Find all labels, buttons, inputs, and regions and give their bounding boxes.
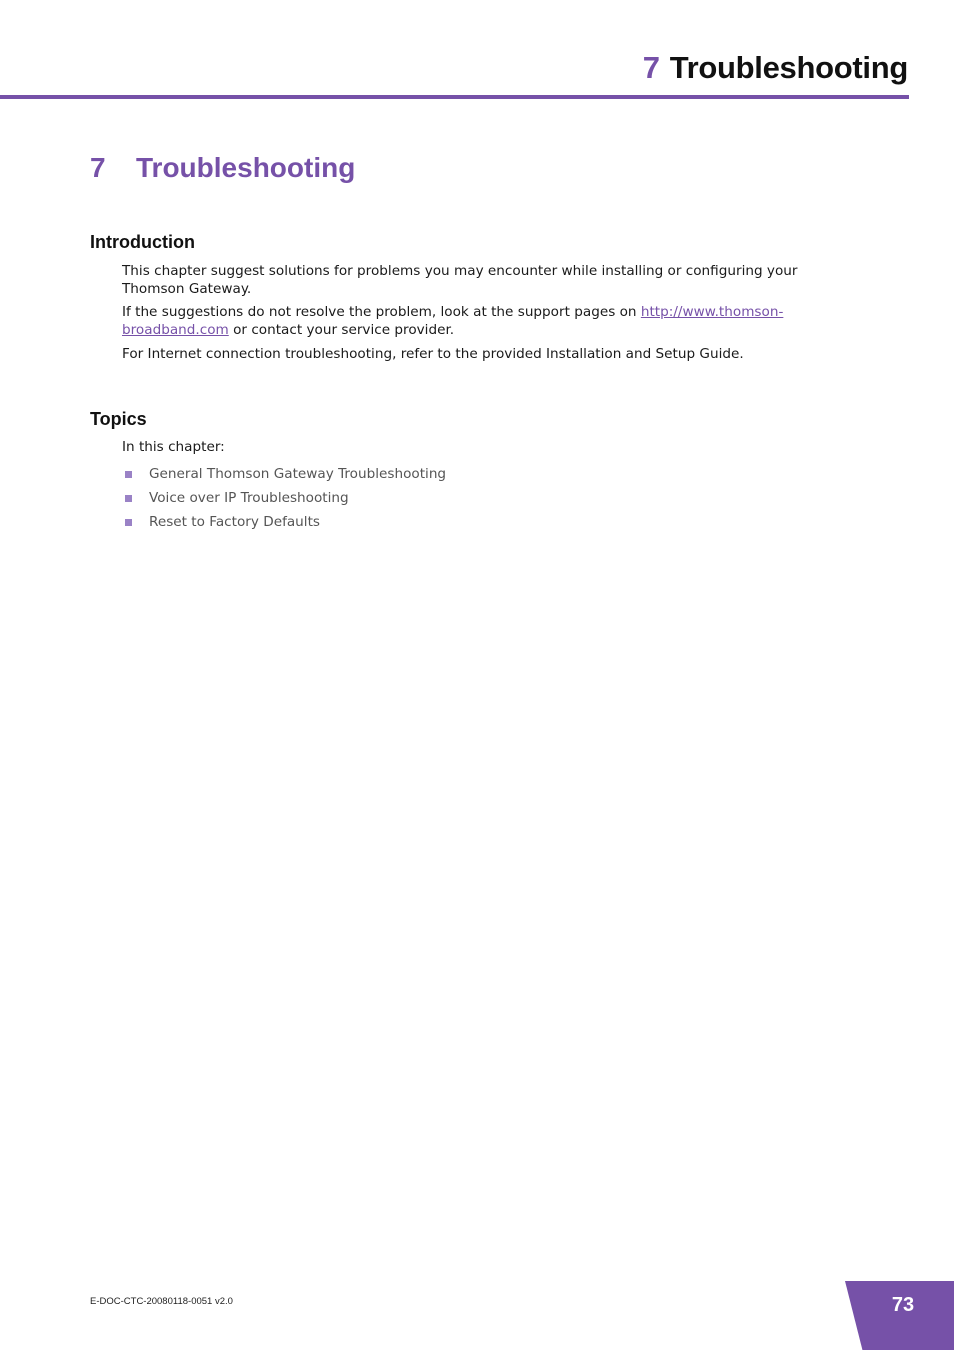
footer-document-id: E-DOC-CTC-20080118-0051 v2.0 (90, 1296, 233, 1307)
running-header-chapter-number: 7 (642, 50, 660, 85)
topic-item-reset-factory-defaults[interactable] (122, 510, 446, 534)
introduction-paragraph-3: For Internet connection troubleshooting, refer to the provided Installation and Setup Guide. (122, 346, 744, 362)
introduction-paragraph-1: This chapter suggest solutions for problems you may encounter while installing or configuring your Thomson Gateway. (122, 263, 798, 297)
square-bullet-icon (125, 519, 132, 526)
topics-heading: Topics (90, 409, 147, 429)
chapter-title (90, 148, 355, 188)
square-bullet-icon (125, 495, 132, 502)
topic-label[interactable]: Voice over IP Troubleshooting (149, 490, 349, 506)
support-link-line-2[interactable]: broadband.com (122, 322, 229, 338)
topics-list (122, 462, 446, 534)
running-header-title (643, 48, 908, 88)
topics-intro: In this chapter: (122, 439, 225, 455)
chapter-title-text: Troubleshooting (136, 152, 356, 183)
header-divider (0, 95, 909, 99)
introduction-paragraph-2-tail: or contact your service provider. (228, 322, 455, 338)
page-number: 73 (891, 1294, 915, 1316)
support-link-line-1[interactable]: http://www.thomson- (640, 304, 784, 320)
chapter-number: 7 (90, 152, 106, 183)
introduction-paragraph-2-lead: If the suggestions do not resolve the problem, look at the support pages on (122, 304, 641, 320)
topic-item-general-troubleshooting[interactable] (122, 462, 446, 486)
introduction-heading: Introduction (90, 232, 195, 252)
running-header-chapter-title: Troubleshooting (669, 50, 908, 85)
square-bullet-icon (125, 471, 132, 478)
topic-label[interactable]: Reset to Factory Defaults (149, 514, 320, 530)
introduction-paragraph-2 (122, 303, 822, 339)
topic-label[interactable]: General Thomson Gateway Troubleshooting (149, 466, 447, 482)
topic-item-voip-troubleshooting[interactable] (122, 486, 446, 510)
